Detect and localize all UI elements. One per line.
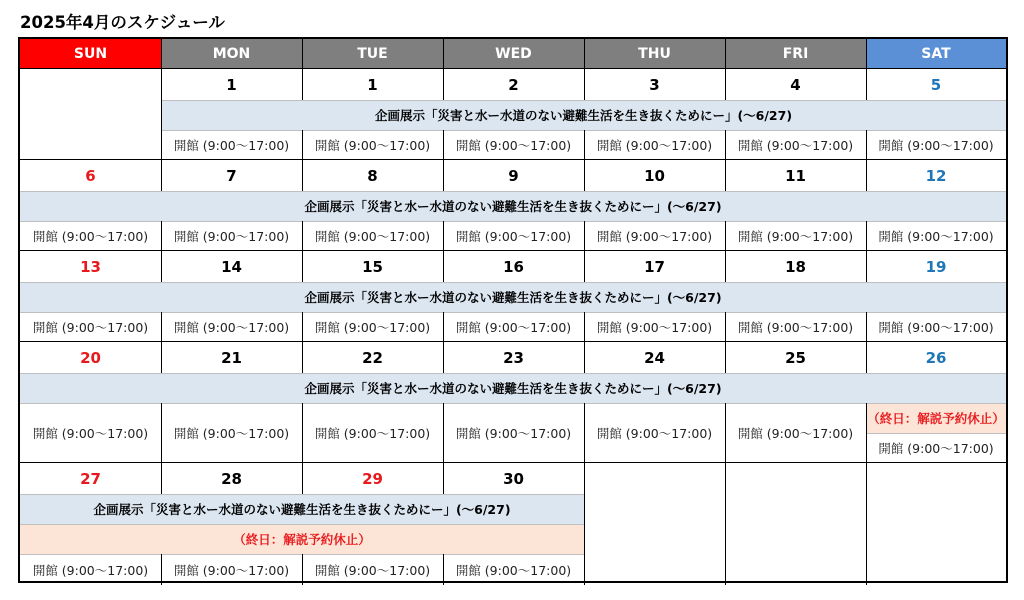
column-divider [725,312,726,342]
weekday-header-wed: WED [443,39,584,69]
column-divider [725,160,726,191]
opening-hours: 開館 (9:00～17:00) [878,441,994,456]
column-divider [866,403,867,463]
opening-hours: 開館 (9:00～17:00) [173,320,290,335]
column-divider [302,554,303,585]
opening-hours: 開館 (9:00～17:00) [173,138,290,153]
column-divider [866,251,867,282]
day-number: 30 [503,469,524,488]
weekday-header-mon: MON [161,39,302,69]
grid-line [20,282,1006,283]
column-divider [725,130,726,160]
column-divider [584,342,585,373]
exhibition-band: 企画展示「災害と水ー水道のない避難生活を生き抜くためにー」(～6/27) [20,282,1006,312]
column-divider [866,130,867,160]
day-number: 2 [508,75,519,94]
column-divider [866,39,867,69]
calendar-grid [18,37,1008,583]
day-number: 12 [925,166,947,185]
column-divider [302,342,303,373]
day-number: 27 [80,469,101,488]
opening-hours: 開館 (9:00～17:00) [32,562,149,578]
column-divider [725,251,726,282]
opening-hours: 開館 (9:00～17:00) [455,138,572,153]
exhibition-band: 企画展示「災害と水ー水道のない避難生活を生き抜くためにー」(～6/27) [20,191,1006,221]
opening-hours: 開館 (9:00～17:00) [32,426,149,441]
column-divider [584,251,585,282]
column-divider [725,524,726,585]
opening-hours: 開館 (9:00～17:00) [314,320,431,335]
column-divider [443,554,444,585]
column-divider [866,160,867,191]
grid-line [20,191,1006,192]
opening-hours: 開館 (9:00～17:00) [32,320,149,335]
page-title: 2025年4月のスケジュール [20,13,225,32]
column-divider [302,221,303,251]
grid-line [20,524,584,525]
column-divider [866,494,867,524]
header-divider [20,68,1006,69]
column-divider [443,221,444,251]
weekday-header-fri: FRI [725,39,866,69]
column-divider [443,39,444,69]
day-number: 25 [785,348,806,367]
opening-hours: 開館 (9:00～17:00) [737,320,854,335]
opening-hours: 開館 (9:00～17:00) [596,320,713,335]
column-divider [302,251,303,282]
day-number: 23 [503,348,524,367]
column-divider [443,403,444,463]
opening-hours: 開館 (9:00～17:00) [596,229,713,244]
column-divider [725,342,726,373]
day-number: 1 [367,75,378,94]
opening-hours: 開館 (9:00～17:00) [173,426,290,441]
grid-line [20,494,584,495]
column-divider [584,403,585,463]
opening-hours: 開館 (9:00～17:00) [596,426,713,441]
column-divider [866,463,867,494]
day-number: 24 [644,348,665,367]
column-divider [161,160,162,191]
day-number: 19 [925,257,947,276]
day-number: 6 [85,166,96,185]
column-divider [866,221,867,251]
column-divider [302,39,303,69]
column-divider [302,69,303,100]
day-number: 9 [508,166,519,185]
column-divider [584,160,585,191]
day-number: 8 [367,166,378,185]
column-divider [725,69,726,100]
grid-line [20,403,1006,404]
column-divider [302,312,303,342]
opening-hours: 開館 (9:00～17:00) [596,138,713,153]
grid-line [20,221,1006,222]
column-divider [584,524,585,585]
day-number: 14 [221,257,242,276]
column-divider [584,130,585,160]
opening-hours: 開館 (9:00～17:00) [314,426,431,441]
day-number: 1 [226,75,237,94]
grid-line [866,433,1006,434]
column-divider [161,39,162,69]
day-number: 17 [644,257,665,276]
column-divider [866,312,867,342]
weekday-header-sat: SAT [866,39,1006,69]
opening-hours: 開館 (9:00～17:00) [737,138,854,153]
day-number: 18 [785,257,806,276]
column-divider [443,251,444,282]
opening-hours: 開館 (9:00～17:00) [314,562,431,578]
column-divider [161,463,162,494]
opening-hours: 開館 (9:00～17:00) [314,229,431,244]
opening-hours: 開館 (9:00～17:00) [878,320,994,335]
column-divider [161,251,162,282]
day-number: 26 [925,348,947,367]
column-divider [725,463,726,494]
opening-hours: 開館 (9:00～17:00) [737,426,854,441]
opening-hours: 開館 (9:00～17:00) [32,229,149,244]
weekday-header-sun: SUN [20,39,161,69]
opening-hours: 開館 (9:00～17:00) [737,229,854,244]
column-divider [584,69,585,100]
column-divider [443,463,444,494]
day-number: 21 [221,348,242,367]
column-divider [161,69,162,160]
day-number: 16 [503,257,524,276]
day-number: 11 [785,166,806,185]
day-number: 28 [221,469,242,488]
column-divider [584,312,585,342]
column-divider [866,342,867,373]
column-divider [443,130,444,160]
column-divider [161,403,162,463]
weekday-header-tue: TUE [302,39,443,69]
column-divider [443,342,444,373]
day-number: 5 [930,75,942,94]
day-number: 13 [80,257,101,276]
day-number: 10 [644,166,665,185]
weekday-header-thu: THU [584,39,725,69]
day-number: 7 [226,166,237,185]
column-divider [443,160,444,191]
notice-no-guide: （終日：解説予約休止） [866,403,1006,433]
opening-hours: 開館 (9:00～17:00) [878,138,994,153]
column-divider [725,221,726,251]
day-number: 20 [80,348,101,367]
column-divider [302,463,303,494]
opening-hours: 開館 (9:00～17:00) [455,426,572,441]
opening-hours: 開館 (9:00～17:00) [455,320,572,335]
opening-hours: 開館 (9:00～17:00) [173,562,290,578]
column-divider [584,463,585,494]
column-divider [161,312,162,342]
opening-hours: 開館 (9:00～17:00) [878,229,994,244]
day-number: 29 [362,469,383,488]
day-number: 15 [362,257,383,276]
exhibition-band: 企画展示「災害と水ー水道のない避難生活を生き抜くためにー」(～6/27) [161,100,1006,130]
opening-hours: 開館 (9:00～17:00) [455,229,572,244]
column-divider [725,494,726,524]
opening-hours: 開館 (9:00～17:00) [173,229,290,244]
column-divider [584,221,585,251]
grid-line [20,312,1006,313]
column-divider [725,403,726,463]
column-divider [443,69,444,100]
notice-no-guide: （終日：解説予約休止） [20,524,584,554]
exhibition-band: 企画展示「災害と水ー水道のない避難生活を生き抜くためにー」(～6/27) [20,373,1006,403]
opening-hours: 開館 (9:00～17:00) [314,138,431,153]
column-divider [161,221,162,251]
column-divider [866,524,867,585]
column-divider [584,494,585,524]
grid-line [161,100,1006,101]
column-divider [725,39,726,69]
column-divider [584,39,585,69]
day-number: 22 [362,348,383,367]
column-divider [302,130,303,160]
exhibition-band: 企画展示「災害と水ー水道のない避難生活を生き抜くためにー」(～6/27) [20,494,584,524]
column-divider [443,312,444,342]
day-number: 4 [790,75,801,94]
column-divider [161,554,162,585]
column-divider [302,403,303,463]
column-divider [302,160,303,191]
grid-line [20,373,1006,374]
column-divider [161,342,162,373]
column-divider [866,69,867,100]
day-number: 3 [649,75,660,94]
opening-hours: 開館 (9:00～17:00) [455,562,572,578]
